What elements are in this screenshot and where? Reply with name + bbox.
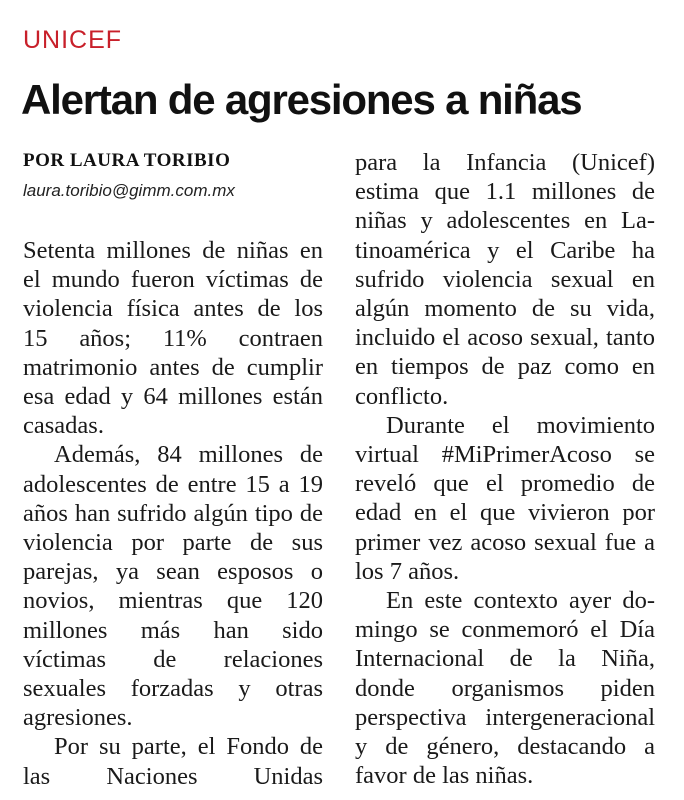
- article-column-left: [23, 236, 323, 791]
- article-paragraph: Por su parte, el Fondo de las Naciones Unidas: [23, 733, 323, 790]
- headline: Alertan de agresiones a niñas: [21, 76, 582, 123]
- article-paragraph: Además, 84 millones de adolescentes de entre 15 a 19 años han sufrido algún tipo de violencia por parte de sus parejas, ya sean esposos o novios, mientras que 120 millones más han sido víctimas de relaciones sexuales forzadas y otras agresiones.: [23, 441, 323, 732]
- article-column-right: [355, 148, 655, 790]
- article-paragraph: para la Infancia (Unicef) estima que 1.1 millones de niñas y adolescentes en Latinoamérica y el Caribe ha sufrido violencia sexual en algún momento de su vida, incluido el acoso sexual, tanto en tiempos de paz como en conflicto.: [355, 149, 655, 410]
- article-paragraph: Durante el movimiento virtual #MiPrimerAcoso se reveló que el promedio de edad en el que vivieron por primer vez acoso sexual fue a los 7 años.: [355, 411, 655, 585]
- author-email: laura.toribio@gimm.com.mx: [23, 181, 235, 200]
- section-label: UNICEF: [23, 26, 123, 54]
- byline: POR LAURA TORIBIO: [23, 150, 231, 171]
- article-paragraph: Setenta millones de niñas en el mundo fueron víctimas de violencia física antes de los 15 años; 11% contraen matrimonio antes de cumplir esa edad y 64 millones están casadas.: [23, 237, 323, 440]
- article-paragraph: En este contexto ayer domingo se conmemoró el Día Internacional de la Niña, donde organismos piden perspectiva intergeneracional y de género, destacando a favor de las niñas.: [355, 587, 655, 790]
